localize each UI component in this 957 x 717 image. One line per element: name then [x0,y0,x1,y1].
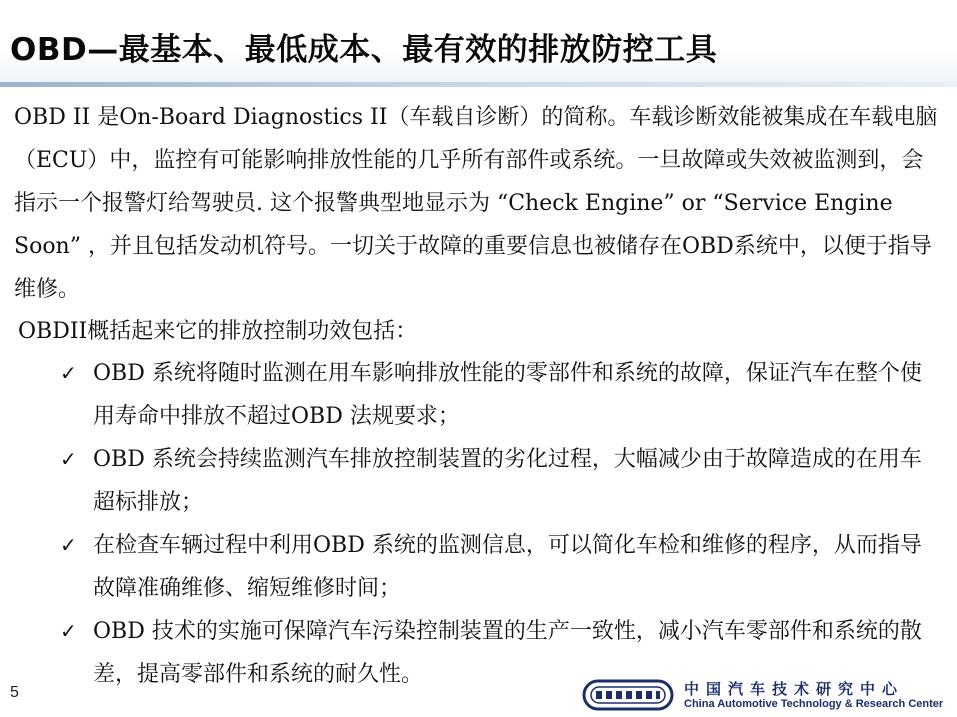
benefits-list [60,352,940,696]
checkmark-icon: ✓ [60,533,77,557]
checkmark-icon: ✓ [60,361,77,385]
description-paragraph: OBD II 是On-Board Diagnostics II（车载自诊断）的简称。车载诊断效能被集成在车载电脑（ECU）中，监控有可能影响排放性能的几乎所有部件或系统。一旦故障或失效被监测到，会指示一个报警灯给驾驶员. 这个报警典型地显示为 “Check Engine” or “Service Engine Soon” ，并且包括发动机符号。一切关于故障的重要信息也被储存在OBD系统中，以便于指导维修。 [14,105,938,302]
list-item [60,438,940,524]
checkmark-icon: ✓ [60,619,77,643]
list-item-text: OBD 系统将随时监测在用车影响排放性能的零部件和系统的故障，保证汽车在整个使用寿命中排放不超过OBD 法规要求； [93,361,922,429]
list-item [60,524,940,610]
list-item-text: OBD 系统会持续监测汽车排放控制装置的劣化过程，大幅减少由于故障造成的在用车超标排放； [93,447,922,515]
list-item-text: OBD 技术的实施可保障汽车污染控制装置的生产一致性，减小汽车零部件和系统的散差，提高零部件和系统的耐久性。 [93,619,922,687]
title-divider [0,82,957,87]
list-item-text: 在检查车辆过程中利用OBD 系统的监测信息，可以简化车检和维修的程序，从而指导故障准确维修、缩短维修时间； [93,533,922,601]
checkmark-icon: ✓ [60,447,77,471]
org-logo [582,677,952,715]
benefits-intro: OBDII概括起来它的排放控制功效包括： [18,319,418,344]
slide-title: OBD—最基本、最低成本、最有效的排放防控工具 [10,32,718,68]
org-name-chinese: 中国汽车技术研究中心 [684,680,905,698]
org-name-english: China Automotive Technology & Research Center [684,698,944,710]
page-number: 5 [10,684,19,701]
list-item [60,352,940,438]
catarc-logo-icon [582,679,674,711]
